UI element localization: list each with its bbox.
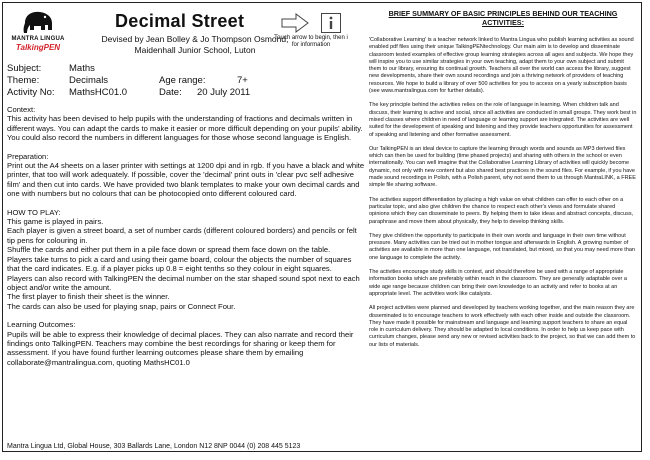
how-to-play-line: Each player is given a street board, a set of number cards (different coloured borders) and pencils or felt tip pens for colouring in. xyxy=(7,226,357,245)
nav-caption: Touch arrow to begin, then i for information xyxy=(274,35,348,48)
activity-number-value: MathsHC01.0 xyxy=(69,87,128,98)
document-page xyxy=(2,2,642,452)
how-to-play-line: Players take turns to pick a card and using their game board, colour the objects the number of squares that the card indicates. E.g. if a player picks up 0.8 = eight tenths so they colour in eight squares. xyxy=(7,254,352,274)
principles-paragraph: 'Collaborative Learning' is a teacher network linked to Mantra Lingua who publish learning activities as sound enabled pdf files using their unique TalkingPENtechnology. Our main aim is to develop and disseminate classroom tested examples of effective group learning strategies across all ages and subjects. We hope they will inspire you to use similar strategies in your own teaching, adapt them to your own subject and submit them to our library, ensuring its continual growth. Teachers all over the world can access the library, suggest new developments, share their own sound recordings and join a thriving network of providers of teaching resources. We hope to build a library of over 500 activities for you to access on a yearly subscription basis (see www.mantralingua.com for further details). xyxy=(369,37,634,95)
logo-text-brand: MANTRA LINGUA xyxy=(11,36,65,42)
activity-meta xyxy=(7,63,363,99)
elephant-icon xyxy=(21,9,55,35)
principles-paragraph: The activities encourage study skills in context, and should therefore be used with a range of appropriate information books which are preferably within reach in the classroom. They are generally adaptable over a wide age range because children can bring their own knowledge to an activity and refer to books at an appropriate level. The activities work like catalysts. xyxy=(369,269,627,297)
meta-row-subject xyxy=(7,63,363,75)
preparation-text: Print out the A4 sheets on a laser printer with settings at 1200 dpi and in rgb. If you have a black and white printer, that too will work adequately. If possible, cover the 'decimal' print outs in 'clear pvc self adhesive film' and then cut into cards. We have provided two blank templates to make your own decimal cards and one with numbers but no colours that can be photocopied onto different coloured card. xyxy=(7,161,365,199)
preparation-heading: Preparation: xyxy=(7,151,49,161)
meta-row-theme xyxy=(7,75,363,87)
learning-outcomes-heading: Learning Outcomes: xyxy=(7,320,76,330)
principles-paragraph: Our TalkingPEN is an ideal device to capture the learning through words and sounds as MP3 derived files which can then be used for building (time phased projects) and sharing with others in the school or even internationally. You can well imagine that the Collaborative Learning Library of activities will quickly become dynamic, not only with new content but also shared best practices in the sound files. For example, if you have made sound recordings in Polish, with a Polish parent, why not send them to us through MantraLINK, a FREE simple file sharing software. xyxy=(369,145,636,189)
how-to-play-line: This game is played in pairs. xyxy=(7,217,104,227)
context-heading: Context: xyxy=(7,105,36,114)
byline-line: Maidenhall Junior School, Luton xyxy=(134,45,256,55)
learning-outcomes-text: Pupils will be able to express their knowledge of decimal places. They can also narrate and record their findings onto TalkingPEN. Teachers may combine the best recordings for sharing or keep them for assessment. If you have found further learning outcomes please share them by emailing collaborate@mantralingua.com, quoting MathsHC01.0 xyxy=(7,329,354,367)
activity-body xyxy=(7,105,365,376)
principles-paragraph: All project activities were planned and developed by teachers working together, and the main reason they are disseminated is to encourage teachers to work effectively with each other inside and outside the classroom. They have made it possible for mainstream and language and learning support teachers to share an equal role in curriculum delivery. They should be adapted to local conditions. In order to help us keep pace with curriculum changes, please send any new or revised activities back to the project, so that we can add them to our lists of materials. xyxy=(369,305,636,348)
meta-row-activity xyxy=(7,87,363,99)
how-to-play-line: Players can also record with TalkingPEN the decimal number on the star shaped sound spot next to each object and/or write the amount. xyxy=(7,273,360,292)
subject-value: Maths xyxy=(69,63,95,74)
how-to-play-line: The first player to finish their sheet is the winner. xyxy=(7,292,170,302)
principles-paragraph: The key principle behind the activities relies on the role of language in learning. When children talk and discuss, their learning is active and social, since all activities are conducted in small groups. They work best in mixed classes where children in need of language or learning support are integrated. The activities are well suited for the development of speaking and listening and they provide teachers opportunities for assessment of speaking and listening and other formative assessment. xyxy=(369,102,637,138)
right-column xyxy=(369,9,637,356)
how-to-play-line: Shuffle the cards and either put them in a pile face down or spread them face down on the table. xyxy=(7,245,331,255)
age-range-value: 7+ xyxy=(237,75,248,86)
theme-label: Theme: xyxy=(7,75,40,86)
how-to-play-line: The cards can also be used for playing snap, pairs or Connect Four. xyxy=(7,301,236,311)
footer-address: Mantra Lingua Ltd, Global House, 303 Ballards Lane, London N12 8NP 0044 (0) 208 445 5123 xyxy=(7,443,301,450)
arrow-right-icon[interactable] xyxy=(281,13,309,33)
date-value: 20 July 2011 xyxy=(197,87,251,98)
theme-value: Decimals xyxy=(69,75,109,86)
navigation-controls xyxy=(274,11,357,51)
page-title: Decimal Street xyxy=(115,11,245,31)
principles-heading: BRIEF SUMMARY OF BASIC PRINCIPLES BEHIND OUR TEACHING ACTIVITIES: xyxy=(388,9,618,27)
context-text: This activity has been devised to help pupils with the understanding of fractions and decimals written in different ways. You can adapt the cards to make it easier or more difficult depending on your pupils' ability. You could also record the numbers in different languages for those whose second language is English. xyxy=(7,114,363,143)
mantra-lingua-logo xyxy=(7,9,69,53)
age-range-label: Age range: xyxy=(159,75,206,86)
date-label: Date: xyxy=(159,87,182,98)
principles-paragraph: They give children the opportunity to participate in their own words and language in their own time without pressure. Many activities can be tried out in mother tongue and afterwards in English. A growing number of activities are available in more than one language, not translated, but mixed, so that you may need more than one language to complete the activity. xyxy=(369,232,635,261)
principles-paragraph: The activities support differentiation by placing a high value on what children can offer to each other on a particular topic, and also give children the chance to respect each other's views and formulate shared opinions which they can disseminate to peers. By helping them to take ideas and abstract concepts, discuss, paraphrase and move them about physically, they help to develop thinking skills. xyxy=(369,196,634,225)
byline xyxy=(100,34,290,56)
activity-number-label: Activity No: xyxy=(7,87,55,98)
logo-text-product: TalkingPEN xyxy=(15,43,61,52)
byline-line: Devised by Jean Bolley & Jo Thompson Osmond, xyxy=(101,34,289,44)
how-to-play-heading: HOW TO PLAY: xyxy=(7,207,61,217)
principles-body xyxy=(369,37,637,349)
subject-label: Subject: xyxy=(7,63,42,74)
info-icon[interactable] xyxy=(321,13,341,33)
